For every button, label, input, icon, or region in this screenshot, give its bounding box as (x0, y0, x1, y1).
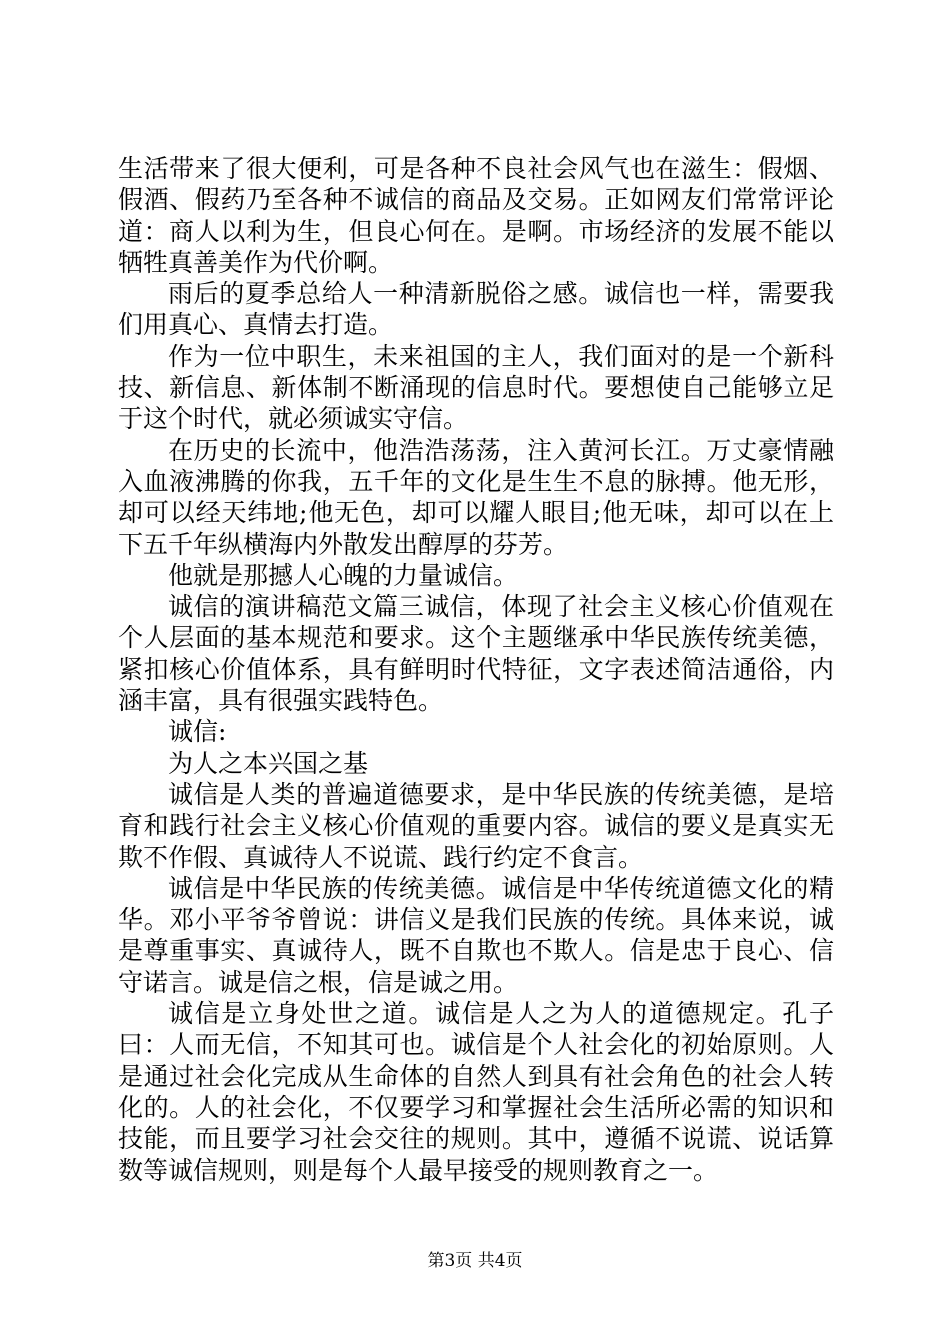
paragraph: 诚信的演讲稿范文篇三诚信，体现了社会主义核心价值观在个人层面的基本规范和要求。这个主题继承中华民族传统美德，紧扣核心价值体系，具有鲜明时代特征，文字表述简洁通俗，内涵丰富，具有很强实践特色。 (118, 592, 834, 716)
paragraph: 诚信是中华民族的传统美德。诚信是中华传统道德文化的精华。邓小平爷爷曾说：讲信义是我们民族的传统。具体来说，诚是尊重事实、真诚待人，既不自欺也不欺人。信是忠于良心、信守诺言。诚是信之根，信是诚之用。 (118, 873, 834, 997)
section-subheading: 为人之本兴国之基 (168, 748, 369, 778)
paragraph-continued: 生活带来了很大便利，可是各种不良社会风气也在滋生：假烟、假酒、假药乃至各种不诚信的商品及交易。正如网友们常常评论道：商人以利为生，但良心何在。是啊。市场经济的发展不能以牺牲真善美作为代价啊。 (118, 154, 834, 277)
page-number-footer: 第3页 共4页 (427, 1251, 523, 1271)
section-heading: 诚信: (168, 717, 227, 747)
paragraph: 诚信是立身处世之道。诚信是人之为人的道德规定。孔子曰：人而无信，不知其可也。诚信是个人社会化的初始原则。人是通过社会化完成从生命体的自然人到具有社会角色的社会人转化的。人的社会化，不仅要学习和掌握社会生活所必需的知识和技能，而且要学习社会交往的规则。其中，遵循不说谎、说话算数等诚信规则，则是每个人最早接受的规则教育之一。 (118, 999, 834, 1185)
paragraph: 诚信是人类的普遍道德要求，是中华民族的传统美德，是培育和践行社会主义核心价值观的重要内容。诚信的要义是真实无欺不作假、真诚待人不说谎、践行约定不食言。 (118, 779, 834, 872)
paragraph: 雨后的夏季总给人一种清新脱俗之感。诚信也一样，需要我们用真心、真情去打造。 (118, 279, 834, 340)
document-body (118, 153, 834, 1186)
paragraph: 他就是那撼人心魄的力量诚信。 (168, 560, 519, 590)
paragraph: 作为一位中职生，未来祖国的主人，我们面对的是一个新科技、新信息、新体制不断涌现的信息时代。要想使自己能够立足于这个时代，就必须诚实守信。 (118, 341, 834, 434)
paragraph: 在历史的长流中，他浩浩荡荡，注入黄河长江。万丈豪情融入血液沸腾的你我，五千年的文化是生生不息的脉搏。他无形，却可以经天纬地;他无色，却可以耀人眼目;他无味，却可以在上下五千年纵横海内外散发出醇厚的芬芳。 (118, 435, 834, 559)
